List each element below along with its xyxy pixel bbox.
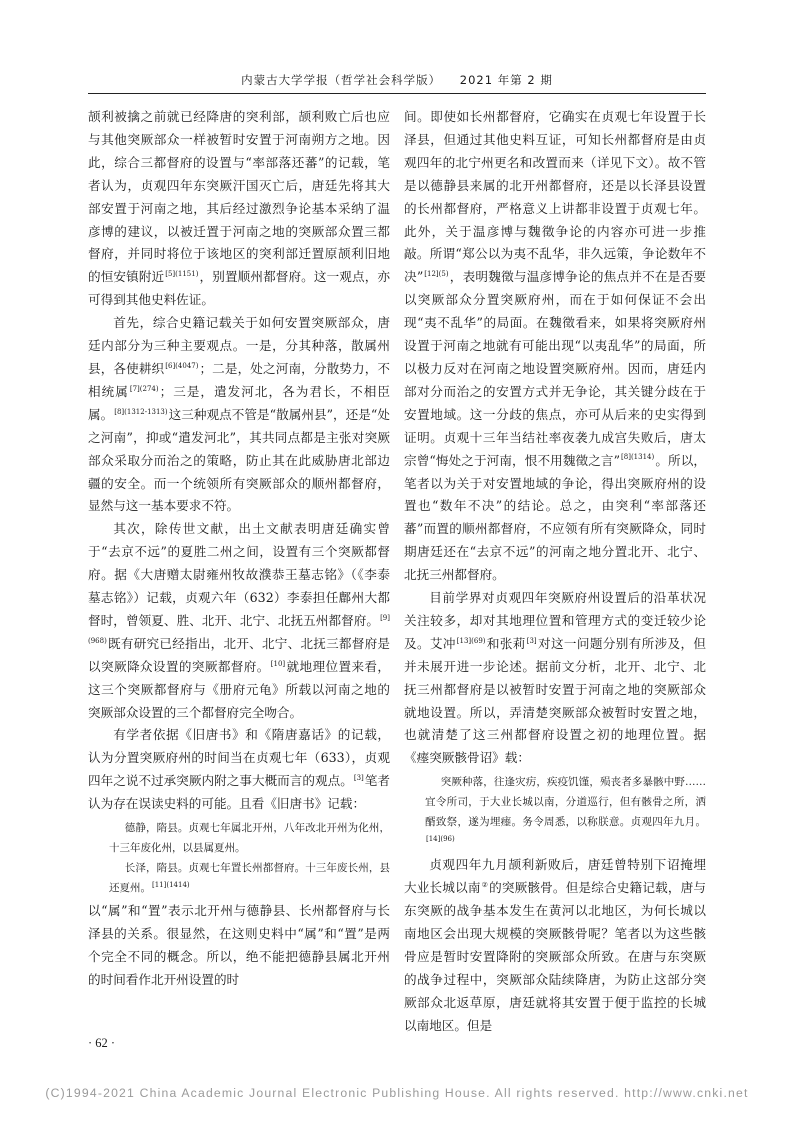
paragraph: 目前学界对贞观四年突厥府州设置后的沿革状况关注较多，却对其地理位置和管理方式的变迁较少论及。艾冲$^{[13](69)}$和张莉[3]对这一问题分别有所涉及，但并未展开进一步论述。据前文分析，北开、北宁、北抚三州都督府是以被暂时安置于河南之地的突厥部众就地设置。所以，弄清楚突厥部众被暂时安置之地，也就清楚了这三州都督府设置之初的地理位置。据《瘗突厥骸骨诏》载： bbox=[404, 590, 707, 766]
left-column bbox=[88, 106, 390, 992]
journal-name: 内蒙古大学学报（哲学社会科学版） bbox=[241, 73, 442, 87]
citation-ref: [11](1414) bbox=[152, 880, 190, 889]
quote-line: 长泽，隋县。贞观七年置长州都督府。十三年废长州，县还夏州。$^{[11](1414)}$ bbox=[109, 862, 390, 895]
citation-ref: [12](5) bbox=[424, 270, 449, 279]
block-quote bbox=[88, 818, 390, 898]
quote-line: 德静，隋县。贞观七年属北开州，八年改北开州为化州，十三年废化州，以县属夏州。 bbox=[109, 822, 390, 855]
journal-issue: 2021 年第 2 期 bbox=[459, 73, 553, 87]
paragraph: 首先，综合史籍记载关于如何安置突厥部众，唐廷内部分为三种主要观点。一是，分其种落，散属州县，各使耕织$^{[6](4047)}$；二是，处之河南，分散势力，不相统属$^{[7](274)}$；三是，遣发河北，各为君长，不相臣属。$^{[8](1312-1313)}$这三种观点不管是“散属州县”，还是“处之河南”，抑或“遣发河北”，其共同点都是主张对突厥部众采取分而治之的策略，防止其在此威胁唐北部边疆的安全。而一个统领所有突厥部众的顺州都督府，显然与这一基本要求不符。 bbox=[88, 315, 391, 514]
citation-ref: [8](1314) bbox=[621, 453, 655, 462]
paragraph: 以“属”和“置”表示北开州与德静县、长州都督府与长泽县的关系。很显然，在这则史料中“属”和“置”是两个完全不同的概念。所以，绝不能把德静县属北开州的时间看作北开州设置的时 bbox=[88, 903, 390, 987]
block-quote bbox=[404, 772, 706, 852]
right-column bbox=[404, 106, 706, 1038]
copyright-footer: (C)1994-2021 China Academic Journal Electronic Publishing House. All rights reserved. http://www.cnki.net bbox=[45, 1086, 749, 1100]
paragraph: 有学者依据《旧唐书》和《隋唐嘉话》的记载，认为分置突厥府州的时间当在贞观七年（633），贞观四年之说不过承突厥内附之事大概而言的观点。[3]笔者认为存在误读史料的可能。且看《旧唐书》记载： bbox=[88, 727, 391, 812]
citation-ref: [7](274) bbox=[129, 384, 159, 393]
running-header bbox=[88, 72, 706, 88]
citation-ref: [9](968) bbox=[88, 613, 390, 645]
citation-ref: [6](4047) bbox=[165, 361, 199, 370]
paragraph: 间。即使如长州都督府，它确实在贞观七年设置于长泽县，但通过其他史料互证，可知长州都督府是由贞观四年的北宁州更名和改置而来（详见下文）。故不管是以德静县来属的北开州都督府，还是以长泽县设置的长州都督府，严格意义上讲都非设置于贞观七年。此外，关于温彦博与魏徵争论的内容亦可进一步推敲。所谓“郑公以为夷不乱华，非久远策，争论数年不决”$^{[12](5)}$，表明魏徵与温彦博争论的焦点并不在是否要以突厥部众分置突厥府州，而在于如何保证不会出现“夷不乱华”的局面。在魏徵看来，如果将突厥府州设置于河南之地就有可能出现“以夷乱华”的局面，所以极力反对在河南之地设置突厥府州。因而，唐廷内部对分而治之的安置方式并无争论，其关键分歧在于安置地域。这一分歧的焦点，亦可从后来的史实得到证明。贞观十三年当结社率夜袭九成宫失败后，唐太宗曾“悔处之于河南，恨不用魏徵之言”$^{[8](1314)}$。所以，笔者以为关于对安置地域的争论，得出突厥府州的设置也“数年不决”的结论。总之，由突利“率部落还蕃”而置的顺州都督府，不应领有所有突厥降众，同时期唐廷还在“去京不远”的河南之地分置北开、北宁、北抚三州都督府。 bbox=[404, 109, 706, 583]
citation-ref: [14](96) bbox=[426, 834, 455, 843]
paragraph: 颉利被擒之前就已经降唐的突利部，颉利败亡后也应与其他突厥部众一样被暂时安置于河南朔方之地。因此，综合三都督府的设置与“率部落还蕃”的记载，笔者认为，贞观四年东突厥汗国灭亡后，唐廷先将其大部安置于河南之地，其后经过激烈争论基本采纳了温彦博的建议，以被迁置于河南之地的突厥部众置三都督府，并同时将位于该地区的突利部迁置原颉利旧地的恒安镇附近$^{[5](1151)}$，别置顺州都督府。这一观点，亦可得到其他史料佐证。 bbox=[88, 109, 391, 308]
citation-ref: [10] bbox=[270, 659, 286, 668]
citation-ref: [13](69) bbox=[456, 636, 486, 645]
header-rule bbox=[88, 93, 706, 94]
paragraph: 其次，除传世文献，出土文献表明唐廷确实曾于“去京不远”的夏胜二州之间，设置有三个突厥都督府。据《大唐赠太尉雍州牧故濮恭王墓志铭》（《李泰墓志铭》）记载，贞观六年（632）李泰担任鄜州大都督时，曾领夏、胜、北开、北宁、北抚五州都督府。$^{[9](968)}$既有研究已经指出，北开、北宁、北抚三都督府是以突厥降众设置的突厥都督府。[10]就地理位置来看，这三个突厥都督府与《册府元龟》所载以河南之地的突厥部众设置的三个都督府完全吻合。 bbox=[88, 521, 391, 720]
citation-ref: [8](1312-1313) bbox=[114, 407, 168, 416]
citation-ref: [5](1151) bbox=[165, 270, 199, 279]
page-number: · 62 · bbox=[88, 1036, 116, 1050]
footnote-marker: ② bbox=[481, 881, 489, 889]
citation-ref: [3] bbox=[526, 636, 537, 645]
paragraph: 贞观四年九月颉利新败后，唐廷曾特别下诏掩埋大业长城以南②的突厥骸骨。但是综合史籍记载，唐与东突厥的战争基本发生在黄河以北地区，为何长城以南地区会出现大规模的突厥骸骨呢？笔者以为这些骸骨应是暂时安置降附的突厥部众所致。在唐与东突厥的战争过程中，突厥部众陆续降唐，为防止这部分突厥部众北返草原，唐廷就将其安置于便于监控的长城以南地区。但是 bbox=[404, 857, 706, 1033]
quote-line: 突厥种落，往逢灾疠，疾疫饥馑，殒丧者多暴骸中野……宜令所司，于大业长城以南，分道巡行，但有骸骨之所，洒醑致祭，遂为埋瘗。务令周悉，以称朕意。贞观四年九月。$^{[14](96)}$ bbox=[425, 776, 706, 843]
citation-ref: [3] bbox=[353, 774, 364, 783]
